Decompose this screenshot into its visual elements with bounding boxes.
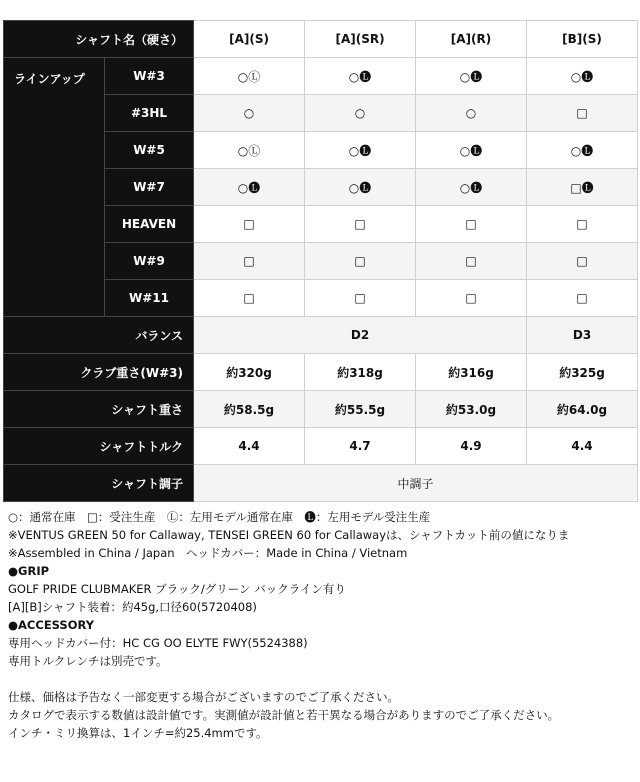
grip-heading: ●GRIP (8, 564, 50, 578)
shaft-weight-cell: 約53.0g (416, 391, 527, 428)
model-label: W#11 (105, 280, 194, 317)
stock-cell: □ (527, 243, 638, 280)
stock-cell: □ (305, 280, 416, 317)
stock-cell: ○🅛 (416, 58, 527, 95)
grip-spec: [A][B]シャフト装着：約45g,口径60(5720408) (8, 600, 257, 614)
shaft-torque-cell: 4.7 (305, 428, 416, 465)
accessory-cover: 専用ヘッドカバー付：HC CG OO ELYTE FWY(5524388) (8, 636, 308, 650)
stock-cell: ○🅛 (527, 132, 638, 169)
spacer (8, 670, 636, 688)
model-label: W#3 (105, 58, 194, 95)
club-weight-cell: 約318g (305, 354, 416, 391)
col-header-4: [B](S) (527, 21, 638, 58)
stock-cell: ○ (416, 95, 527, 132)
stock-cell: □ (194, 206, 305, 243)
spec-notes (8, 508, 636, 742)
stock-cell: □ (305, 243, 416, 280)
model-label: W#7 (105, 169, 194, 206)
stock-cell: ○🅛 (305, 58, 416, 95)
model-label: HEAVEN (105, 206, 194, 243)
club-weight-label: クラブ重さ(W#3) (4, 354, 194, 391)
origin-note: ※Assembled in China / Japan ヘッドカバー：Made in China / Vietnam (8, 546, 408, 560)
col-header-2: [A](SR) (305, 21, 416, 58)
stock-cell: ○🅛 (416, 132, 527, 169)
shaft-note: ※VENTUS GREEN 50 for Callaway, TENSEI GREEN 60 for Callawayは、シャフトカット前の値になりま (8, 528, 570, 542)
shaft-torque-cell: 4.4 (194, 428, 305, 465)
col-header-1: [A](S) (194, 21, 305, 58)
stock-cell: □ (416, 243, 527, 280)
stock-cell: □ (194, 243, 305, 280)
stock-cell: □ (527, 206, 638, 243)
club-weight-cell: 約316g (416, 354, 527, 391)
stock-cell: □ (527, 280, 638, 317)
shaft-torque-label: シャフトトルク (4, 428, 194, 465)
stock-cell: ○🅛 (305, 132, 416, 169)
shaft-weight-cell: 約58.5g (194, 391, 305, 428)
lineup-section-label: ラインアップ (4, 58, 105, 317)
disclaimer-line: インチ・ミリ換算は、1インチ=約25.4mmです。 (8, 726, 268, 740)
stock-cell: ○Ⓛ (194, 58, 305, 95)
disclaimer-line: 仕様、価格は予告なく一部変更する場合がございますのでご了承ください。 (8, 690, 399, 704)
col-header-3: [A](R) (416, 21, 527, 58)
lineup-row-w3 (4, 58, 638, 95)
stock-cell: ○🅛 (416, 169, 527, 206)
model-label: W#5 (105, 132, 194, 169)
shaft-kick-row (4, 465, 638, 502)
stock-cell: □ (416, 280, 527, 317)
shaft-torque-cell: 4.4 (527, 428, 638, 465)
stock-cell: ○Ⓛ (194, 132, 305, 169)
header-label: シャフト名（硬さ） (4, 21, 194, 58)
club-weight-cell: 約320g (194, 354, 305, 391)
shaft-torque-cell: 4.9 (416, 428, 527, 465)
spec-table (3, 20, 638, 502)
stock-cell: □ (416, 206, 527, 243)
accessory-heading: ●ACCESSORY (8, 618, 95, 632)
club-weight-row (4, 354, 638, 391)
model-label: #3HL (105, 95, 194, 132)
stock-legend: ○：通常在庫 □：受注生産 Ⓛ：左用モデル通常在庫 🅛：左用モデル受注生産 (8, 510, 431, 524)
shaft-weight-row (4, 391, 638, 428)
header-row (4, 21, 638, 58)
balance-b-value: D3 (527, 317, 638, 354)
stock-cell: □🅛 (527, 169, 638, 206)
balance-label: バランス (4, 317, 194, 354)
shaft-kick-label: シャフト調子 (4, 465, 194, 502)
balance-a-value: D2 (194, 317, 527, 354)
stock-cell: □ (305, 206, 416, 243)
shaft-weight-cell: 約64.0g (527, 391, 638, 428)
stock-cell: ○🅛 (194, 169, 305, 206)
accessory-wrench: 専用トルクレンチは別売です。 (8, 654, 168, 668)
stock-cell: □ (194, 280, 305, 317)
stock-cell: ○🅛 (527, 58, 638, 95)
grip-name: GOLF PRIDE CLUBMAKER ブラック/グリーン バックライン有り (8, 582, 346, 596)
model-label: W#9 (105, 243, 194, 280)
shaft-torque-row (4, 428, 638, 465)
stock-cell: □ (527, 95, 638, 132)
balance-row (4, 317, 638, 354)
disclaimer-line: カタログで表示する数値は設計値です。実測値が設計値と若干異なる場合がありますのでご了承ください。 (8, 708, 560, 722)
stock-cell: ○ (305, 95, 416, 132)
shaft-kick-value: 中調子 (194, 465, 638, 502)
shaft-weight-label: シャフト重さ (4, 391, 194, 428)
shaft-weight-cell: 約55.5g (305, 391, 416, 428)
stock-cell: ○🅛 (305, 169, 416, 206)
club-weight-cell: 約325g (527, 354, 638, 391)
stock-cell: ○ (194, 95, 305, 132)
